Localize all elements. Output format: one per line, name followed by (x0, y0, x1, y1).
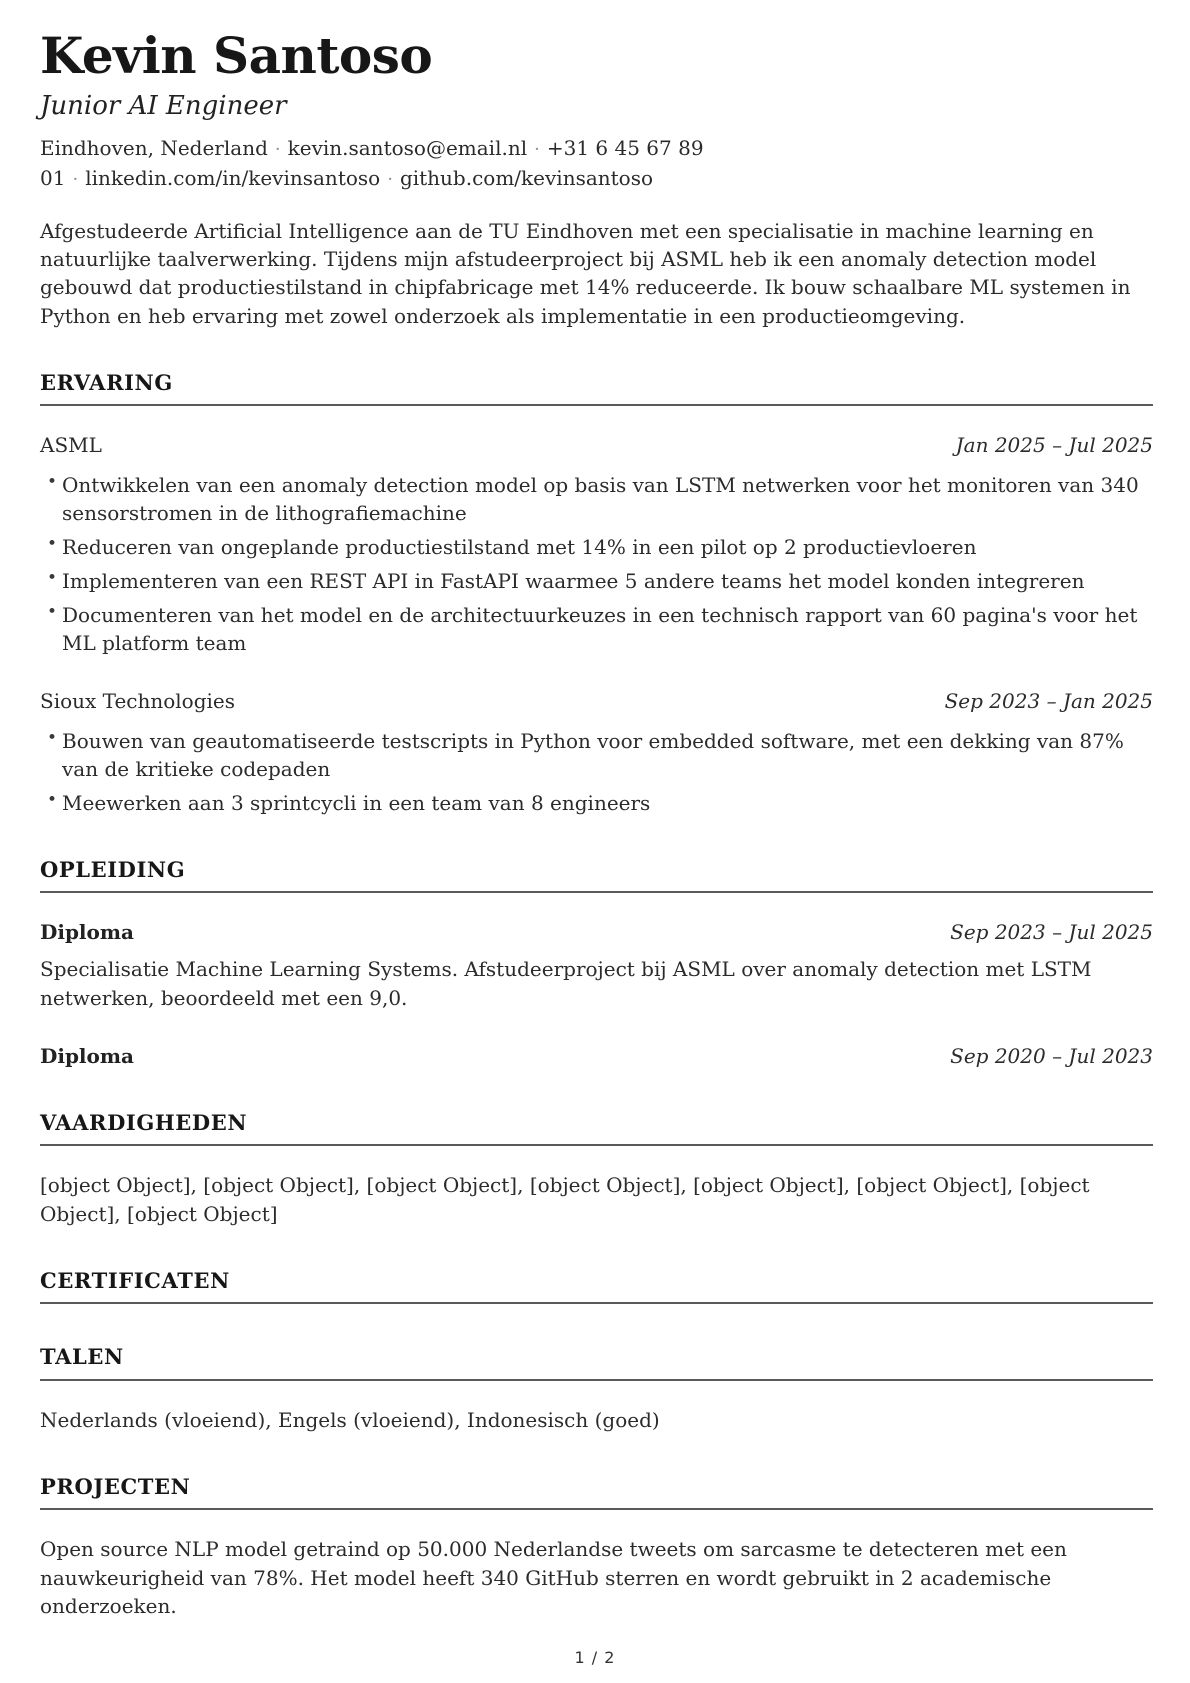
section-heading-experience: ERVARING (40, 370, 173, 396)
experience-bullet: • Reduceren van ongeplande productiestilstand met 14% in een pilot op 2 productievloeren (62, 533, 1153, 561)
section-heading-certificates: CERTIFICATEN (40, 1268, 230, 1294)
education-description: Specialisatie Machine Learning Systems. Afstudeerproject bij ASML over anomaly detection met LSTM netwerken, beoordeeld met een 9,0. (40, 957, 1092, 1010)
education-entry-header (40, 918, 1153, 946)
contact-separator: · (534, 138, 540, 160)
section-rule (40, 1508, 1153, 1510)
section-rule (40, 1302, 1153, 1304)
entry-dates: Sep 2020 – Jul 2023 (950, 1044, 1153, 1069)
experience-entry-header (40, 687, 1153, 715)
entry-dates: Sep 2023 – Jan 2025 (944, 689, 1153, 714)
profile-summary: Afgestudeerde Artificial Intelligence aan de TU Eindhoven met een specialisatie in machine learning en natuurlijke taalverwerking. Tijdens mijn afstudeerproject bij ASML heb ik een anomaly detection model gebouwd dat productiestilstand in chipfabricage met 14% reduceerde. Ik bouw schaalbare ML systemen in Python en heb ervaring met zowel onderzoek als implementatie in een productieomgeving. (40, 218, 1131, 328)
degree-name: Diploma (40, 920, 134, 945)
section-heading-projects: PROJECTEN (40, 1473, 191, 1499)
company-name: Sioux Technologies (40, 689, 236, 714)
section-heading-languages: TALEN (40, 1344, 124, 1370)
contact-separator: · (387, 168, 393, 190)
section-heading-education: OPLEIDING (40, 857, 186, 883)
projects-text: Open source NLP model getraind op 50.000 Nederlandse tweets om sarcasme te detecteren met een nauwkeurigheid van 78%. Het model heeft 340 GitHub sterren en wordt gebruikt in 2 academische onderzoeken. (40, 1537, 1067, 1618)
contact-line (40, 133, 1153, 193)
education-entry-header (40, 1042, 1153, 1070)
contact-separator: · (72, 168, 79, 190)
experience-bullet: • Documenteren van het model en de architectuurkeuzes in een technisch rapport van 60 pagina's voor het ML platform team (62, 601, 1153, 657)
experience-bullet: • Ontwikkelen van een anomaly detection model op basis van LSTM netwerken voor het monitoren van 340 sensorstromen in de lithografiemachine (62, 471, 1153, 527)
contact-location: Eindhoven, Nederland (40, 135, 268, 160)
degree-name: Diploma (40, 1044, 134, 1069)
experience-bullet: • Meewerken aan 3 sprintcycli in een team van 8 engineers (62, 789, 1153, 817)
person-name: Kevin Santoso (40, 26, 433, 85)
experience-bullet: • Bouwen van geautomatiseerde testscripts in Python voor embedded software, met een dekking van 87% van de kritieke codepaden (62, 727, 1153, 783)
section-rule (40, 1379, 1153, 1381)
section-rule (40, 1144, 1153, 1146)
company-name: ASML (40, 433, 102, 458)
experience-bullet: • Implementeren van een REST API in FastAPI waarmee 5 andere teams het model konden integreren (62, 567, 1153, 595)
experience-bullet-list (40, 727, 1153, 817)
section-rule (40, 404, 1153, 406)
contact-github: github.com/kevinsantoso (399, 165, 654, 190)
section-rule (40, 891, 1153, 893)
skills-text: [object Object], [object Object], [object Object], [object Object], [object Object], [object Object], [object Object], [object Object] (40, 1173, 1090, 1226)
experience-bullet-list (40, 471, 1153, 657)
entry-dates: Sep 2023 – Jul 2025 (950, 920, 1153, 945)
languages-text: Nederlands (vloeiend), Engels (vloeiend), Indonesisch (goed) (40, 1407, 660, 1432)
entry-dates: Jan 2025 – Jul 2025 (955, 433, 1153, 458)
contact-linkedin: linkedin.com/in/kevinsantoso (85, 165, 381, 190)
contact-separator: · (274, 138, 281, 160)
page-number: 1 / 2 (574, 1648, 616, 1667)
section-heading-skills: VAARDIGHEDEN (40, 1110, 248, 1136)
experience-entry-header (40, 431, 1153, 459)
job-title: Junior AI Engineer (40, 91, 287, 121)
contact-email: kevin.santoso@email.nl (287, 135, 528, 160)
contact-phone: +31 6 45 67 89 01 (40, 135, 704, 190)
